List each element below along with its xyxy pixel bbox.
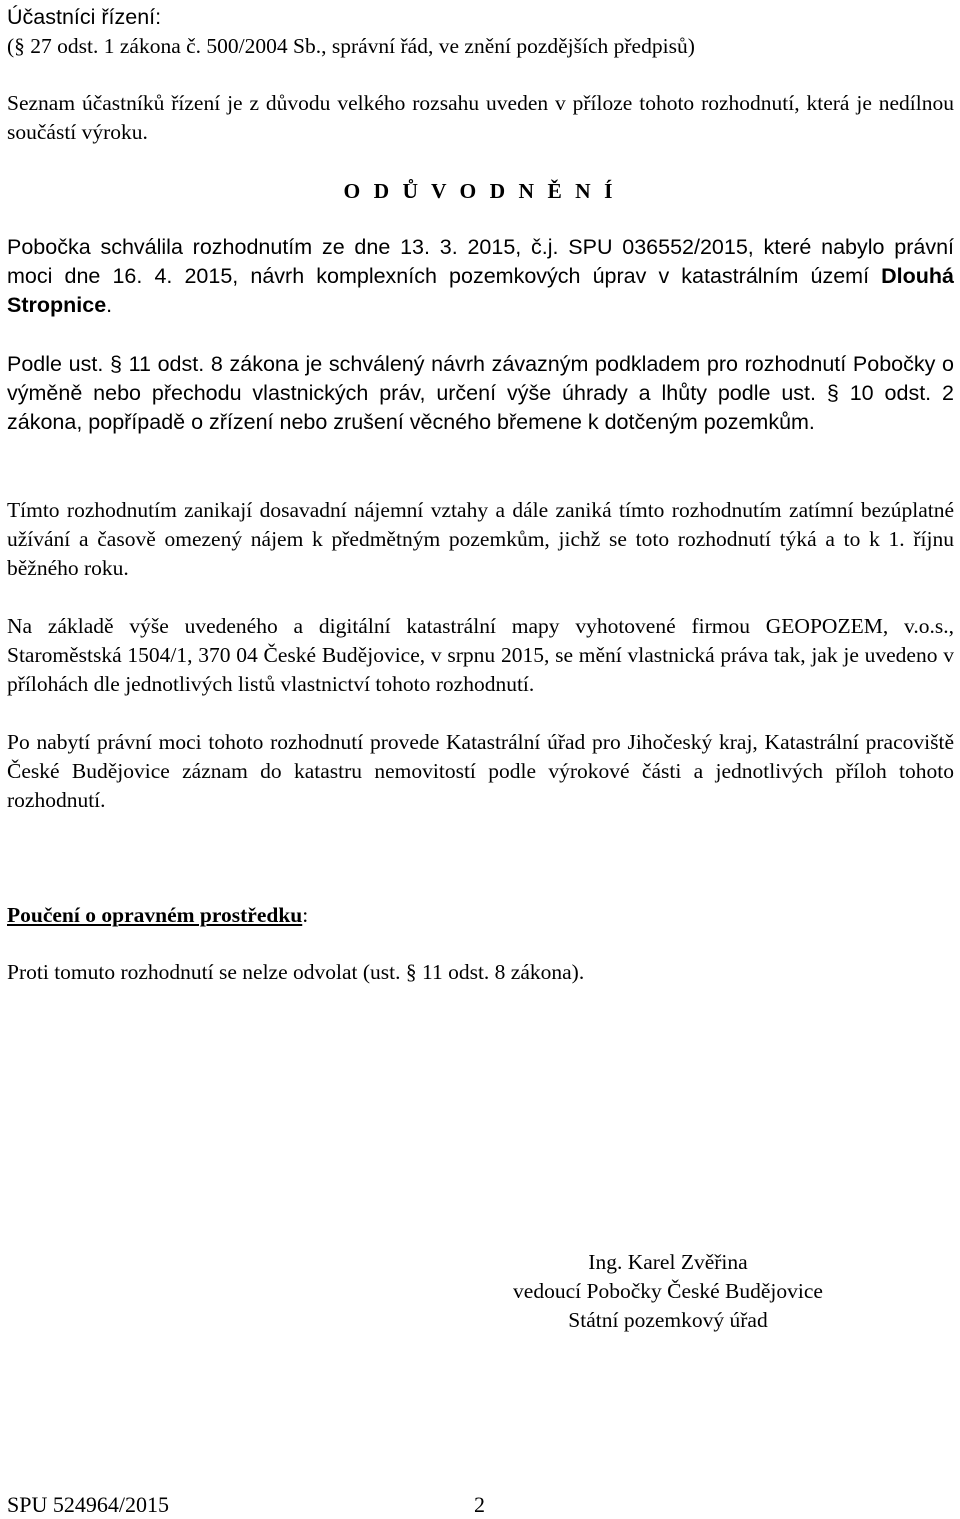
law-reference-part-a: (§ 27 odst. 1 zákona č. 500/2004 Sb. — [7, 34, 322, 58]
section-heading: O D Ů V O D N Ě N Í — [343, 179, 617, 203]
participants-label: Účastníci řízení: — [7, 5, 162, 29]
participants-list-note: Seznam účastníků řízení je z důvodu velkého rozsahu uveden v příloze tohoto rozhodnutí, která je nedílnou součástí výroku. — [7, 91, 954, 144]
paragraph-legal-basis: Podle ust. § 11 odst. 8 zákona je schválený návrh závazným podkladem pro rozhodnutí Pobočky o výměně nebo přechodu vlastnických práv, určení výše úhrady a lhůty podle ust. § 10 odst. 2 zákona, popřípadě o zřízení nebo zrušení věcného břemene k dotčeným pozemkům. — [7, 352, 954, 434]
signature-role: vedoucí Pobočky České Budějovice — [513, 1279, 823, 1303]
law-reference — [7, 32, 954, 61]
signature-office: Státní pozemkový úřad — [568, 1308, 768, 1332]
footer-reference: SPU 524964/2015 — [7, 1492, 169, 1517]
signature-name: Ing. Karel Zvěřina — [588, 1250, 748, 1274]
paragraph-approval-text: Pobočka schválila rozhodnutím ze dne 13. 3. 2015, č.j. SPU 036552/2015, které nabylo právní moci dne 16. 4. 2015, návrh komplexních pozemkových úprav v katastrálním území — [7, 235, 954, 288]
paragraph-cadastre: Po nabytí právní moci tohoto rozhodnutí provede Katastrální úřad pro Jihočeský kraj, Katastrální pracoviště České Budějovice záznam do katastru nemovitostí podle výrokové části a jednotlivých příloh tohoto rozhodnutí. — [7, 730, 954, 812]
appeal-text: Proti tomuto rozhodnutí se nelze odvolat (ust. § 11 odst. 8 zákona). — [7, 960, 585, 984]
paragraph-approval-end: . — [106, 293, 113, 317]
law-reference-part-b: , správní řád, ve znění pozdějších předpisů) — [321, 34, 695, 58]
paragraph-leases: Tímto rozhodnutím zanikají dosavadní nájemní vztahy a dále zaniká tímto rozhodnutím zatímní bezúplatné užívání a časově omezený nájem k předmětným pozemkům, jichž se toto rozhodnutí týká a to k 1. říjnu běžného roku. — [7, 498, 954, 580]
paragraph-approval — [7, 233, 954, 320]
appeal-heading-colon: : — [302, 903, 309, 927]
cadastral-area-name: Dlouhá Stropnice — [7, 264, 954, 317]
appeal-heading — [7, 901, 954, 930]
appeal-heading-text: Poučení o opravném prostředku — [7, 903, 303, 927]
page-number: 2 — [474, 1492, 485, 1517]
paragraph-ownership-change: Na základě výše uvedeného a digitální katastrální mapy vyhotovené firmou GEOPOZEM, v.o.s., Staroměstská 1504/1, 370 04 České Budějovice, v srpnu 2015, se mění vlastnická práva tak, jak je uvedeno v přílohách dle jednotlivých listů vlastnictví tohoto rozhodnutí. — [7, 614, 954, 696]
